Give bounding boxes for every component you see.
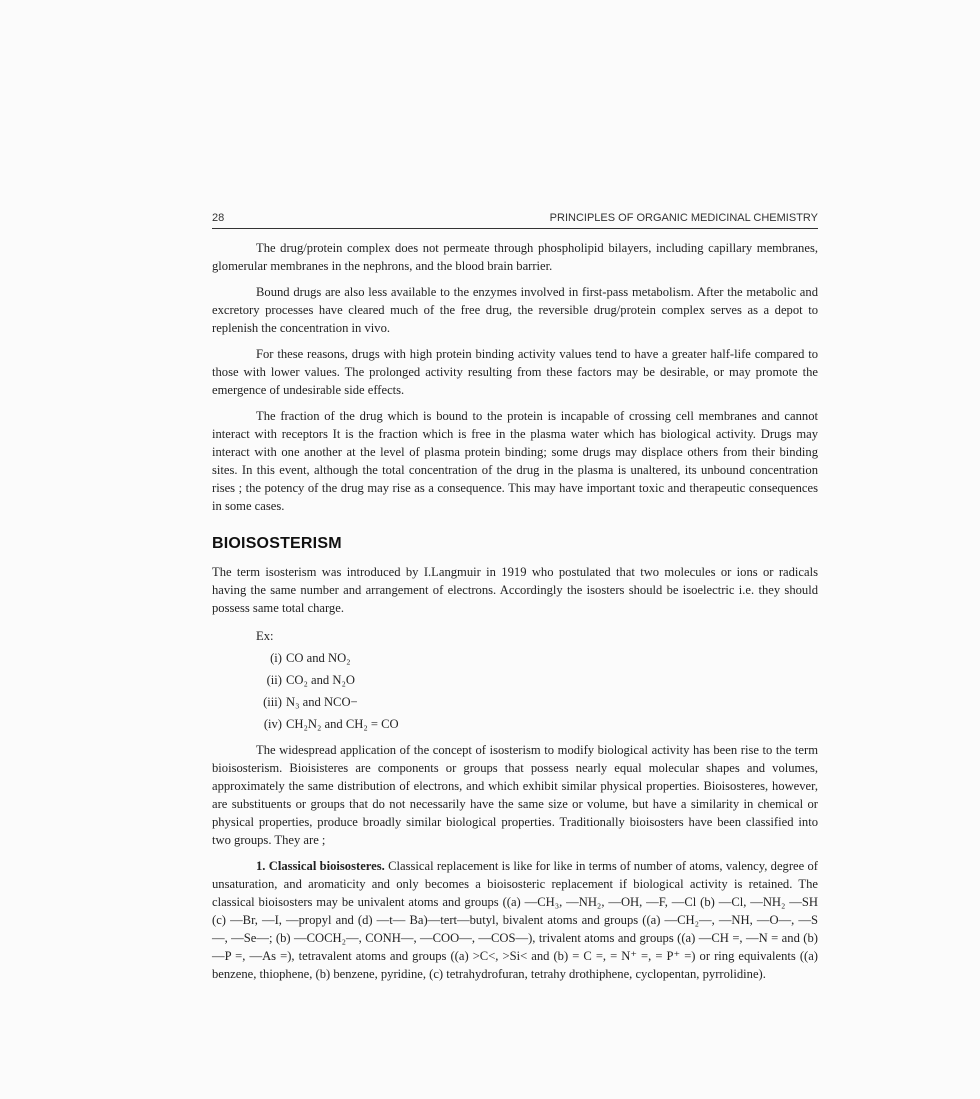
paragraph-protein-complex: The drug/protein complex does not permeate through phospholipid bilayers, including capillary membranes, glomerular membranes in the nephrons, and the blood brain barrier. — [212, 241, 818, 273]
running-title: PRINCIPLES OF ORGANIC MEDICINAL CHEMISTRY — [549, 212, 818, 224]
header-rule — [212, 228, 818, 229]
paragraph-isosterism-intro: The term isosterism was introduced by I.Langmuir in 1919 who postulated that two molecules or ions or radicals having the same number and arrangement of electrons. Accordingly the isosters should be isoelectric i.e. they should possess same total charge. — [212, 565, 818, 615]
example-text: CO and NO₂ — [286, 651, 351, 665]
paragraph-classical-bioisosteres — [212, 857, 818, 983]
example-number: (iii) — [263, 695, 282, 709]
example-text: N₃ and NCO− — [286, 695, 358, 709]
book-page — [212, 208, 818, 991]
paragraph-fraction-bound: The fraction of the drug which is bound to the protein is incapable of crossing cell membranes and cannot interact with receptors It is the fraction which is free in the plasma water which has biological activity. Drugs may interact with one another at the level of plasma protein binding; some drugs may displace others from their binding sites. In this event, although the total concentration of the drug in the plasma is unaltered, its unbound concentration rises ; the potency of the drug may rise as a consequence. This may have important toxic and therapeutic consequences in some cases. — [212, 409, 818, 513]
paragraph-bioisosterism: The widespread application of the concept of isosterism to modify biological activity has been rise to the term bioisosterism. Bioisisteres are components or groups that possess nearly equal molecular shapes and volumes, approximately the same distribution of electrons, and which exhibit similar physical properties. Bioisosteres, however, are substituents or groups that do not necessarily have the same size or volume, but have a similarity in chemical or physical properties, produce broadly similar biological properties. Traditionally bioisosters have been classified into two groups. They are ; — [212, 743, 818, 847]
example-number: (ii) — [266, 673, 282, 687]
classical-text: Classical replacement is like for like in terms of number of atoms, valency, degree of unsaturation, and aromaticity and only becomes a bioisosteric replacement if biological activity is retained. The classical bioisosters may be univalent atoms and groups ((a) —CH₃, —NH₂, —OH, —F, —Cl (b) —Cl, —NH₂ —SH (c) —Br, —I, —propyl and (d) —t— Ba)—tert—butyl, bivalent atoms and groups ((a) —CH₂—, —NH, —O—, —S—, —Se—; (b) —COCH₂—, CONH—, —COO—, —COS—), trivalent atoms and groups ((a) —CH =, —N = and (b) —P =, —As =), tetravalent atoms and groups ((a) >C<, >Si< and (b) = C =, = N⁺ =, = P⁺ =) or ring equivalents ((a) benzene, thiophene, (b) benzene, pyridine, (c) tetrahydrofuran, tetrahy drothiphene, cyclopentan, pyrrolidine). — [212, 859, 818, 981]
running-header — [212, 208, 818, 224]
examples-list — [256, 625, 818, 735]
example-text: CO₂ and N₂O — [286, 673, 355, 687]
example-item — [256, 669, 818, 691]
examples-label: Ex: — [256, 629, 274, 643]
example-item — [256, 647, 818, 669]
paragraph-bound-drugs: Bound drugs are also less available to the enzymes involved in first-pass metabolism. After the metabolic and excretory processes have cleared much of the free drug, the reversible drug/protein complex serves as a depot to replenish the concentration in vivo. — [212, 285, 818, 335]
example-item — [256, 713, 818, 735]
page-number: 28 — [212, 212, 225, 224]
example-item — [256, 691, 818, 713]
example-text: CH₂N₂ and CH₂ = CO — [286, 717, 399, 731]
example-number: (iv) — [263, 717, 282, 731]
paragraph-half-life: For these reasons, drugs with high protein binding activity values tend to have a greater half-life compared to those with lower values. The prolonged activity resulting from these factors may be desirable, or may promote the emergence of undesirable side effects. — [212, 347, 818, 397]
section-heading: BIOISOSTERISM — [212, 535, 342, 552]
classical-lead: 1. Classical bioisosteres. — [256, 859, 385, 873]
example-number: (i) — [270, 651, 282, 665]
